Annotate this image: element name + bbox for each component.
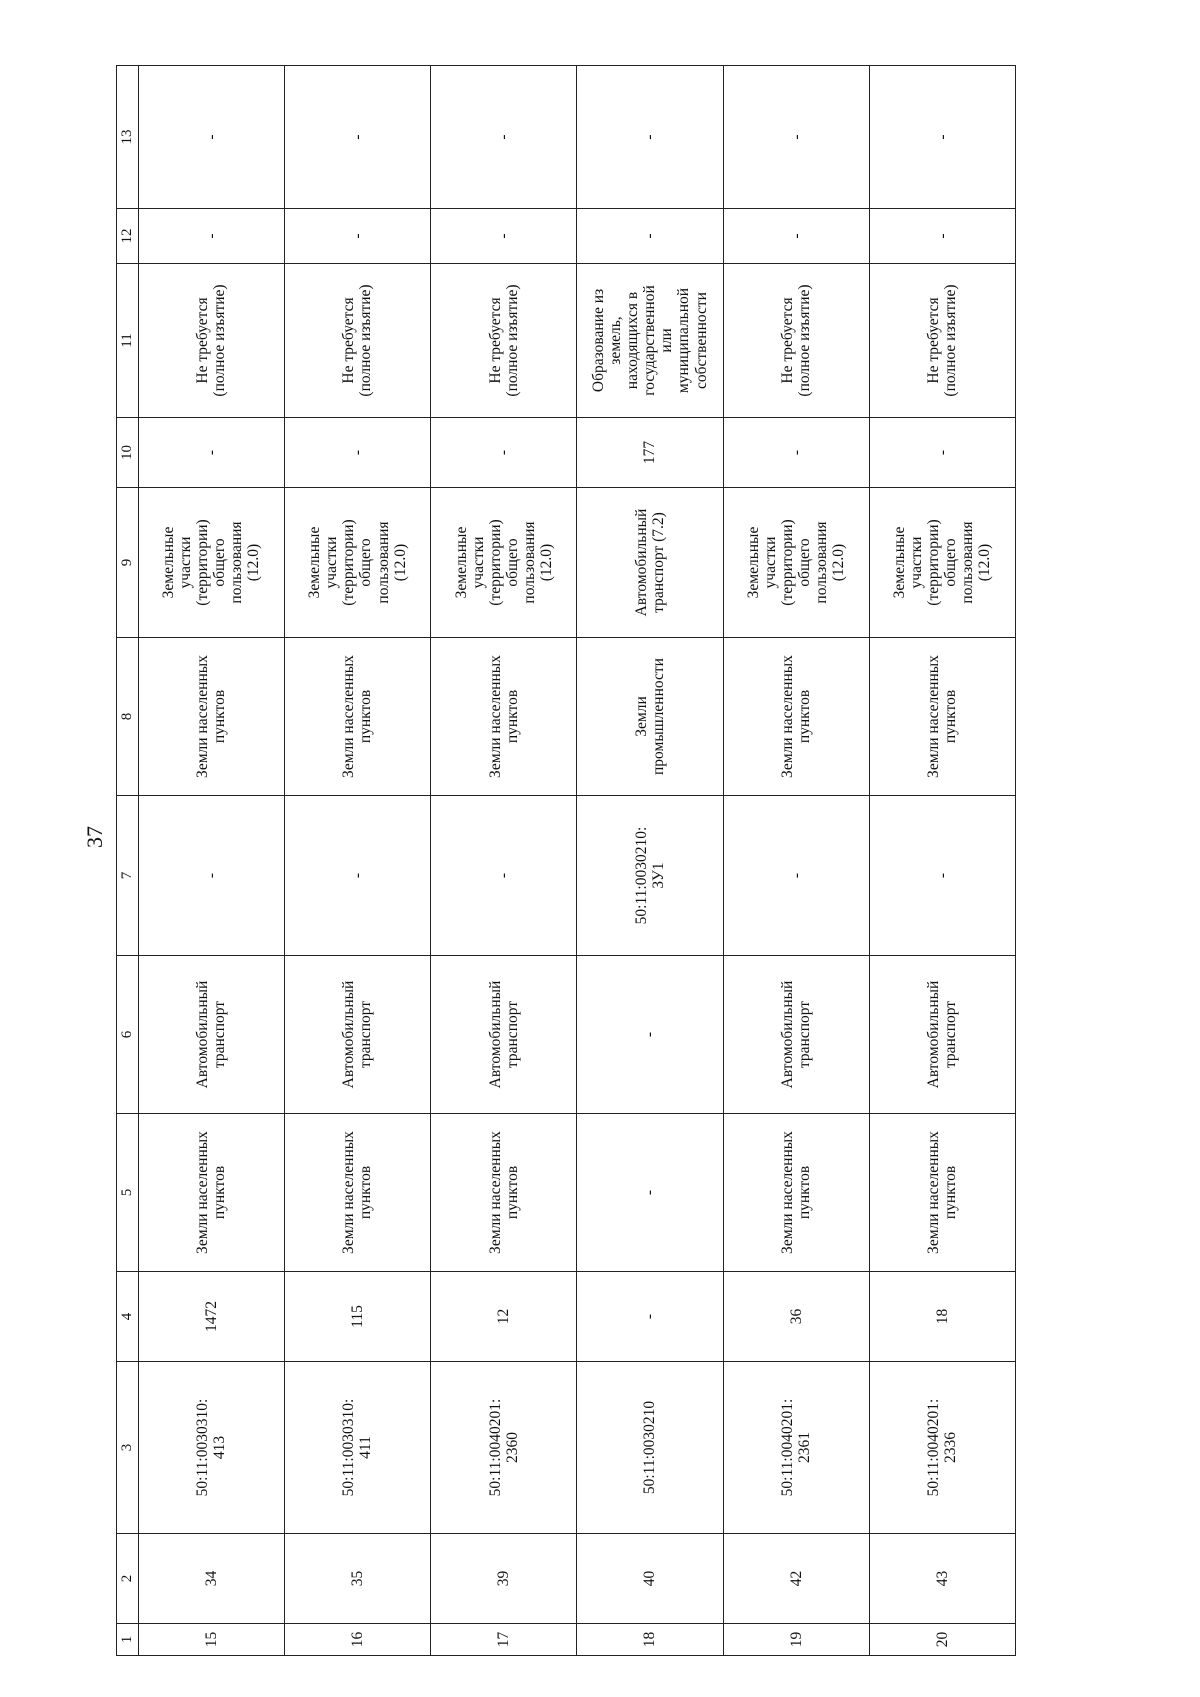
new-land-category-cell — [431, 638, 577, 796]
column-number-row — [117, 66, 139, 1656]
cadastral-number: 50:11:0030310: 411 — [340, 1398, 375, 1497]
new-permitted-use: Земельные участки (территории) общего пользования (12.0) — [744, 519, 848, 606]
new-permitted-use-cell — [723, 488, 869, 638]
column-12-value-cell — [869, 209, 1015, 264]
formation-method-cell — [284, 264, 430, 418]
formation-method-cell — [723, 264, 869, 418]
land-category: - — [641, 1189, 659, 1196]
column-number: 13 — [117, 66, 139, 209]
column-number: 6 — [117, 956, 139, 1114]
formation-method-cell — [138, 264, 284, 418]
new-plot-number-cell — [138, 796, 284, 956]
land-category: Земли населенных пунктов — [194, 1131, 229, 1254]
permitted-use-cell — [577, 956, 723, 1114]
row-number: 16 — [348, 1631, 366, 1648]
new-plot-number-cell — [284, 796, 430, 956]
row-number-cell — [723, 1624, 869, 1656]
new-plot-number: - — [202, 872, 220, 879]
column-13-value-cell — [431, 66, 577, 209]
formation-method: Не требуется (полное изъятие) — [194, 284, 229, 397]
cadastral-number: 50:11:0040201: 2361 — [779, 1398, 814, 1497]
table-row — [284, 66, 430, 1656]
plot-number: 42 — [787, 1570, 805, 1587]
land-category: Земли населенных пунктов — [340, 1131, 375, 1254]
column-12-value: - — [495, 233, 513, 239]
permitted-use: Автомобильный транспорт — [925, 980, 960, 1089]
cadastral-number: 50:11:0040201: 2360 — [486, 1398, 521, 1497]
land-category-cell — [431, 1114, 577, 1272]
new-area-cell — [869, 418, 1015, 488]
cadastral-number-cell — [138, 1362, 284, 1534]
new-permitted-use: Земельные участки (территории) общего пользования (12.0) — [452, 519, 555, 606]
column-number: 10 — [117, 418, 139, 488]
permitted-use: Автомобильный транспорт — [194, 980, 229, 1089]
row-number: 17 — [495, 1631, 513, 1648]
column-12-value: - — [641, 233, 659, 239]
new-plot-number: - — [787, 872, 805, 879]
cadastral-number-cell — [284, 1362, 430, 1534]
area: 18 — [933, 1308, 951, 1325]
plot-number-cell — [723, 1534, 869, 1624]
new-land-category-cell — [284, 638, 430, 796]
area-cell — [138, 1272, 284, 1362]
area-cell — [431, 1272, 577, 1362]
area-cell — [723, 1272, 869, 1362]
new-plot-number: - — [933, 872, 951, 879]
permitted-use: - — [641, 1031, 659, 1038]
column-13-value-cell — [577, 66, 723, 209]
new-plot-number-cell — [869, 796, 1015, 956]
row-number-cell — [431, 1624, 577, 1656]
plot-number: 39 — [495, 1570, 513, 1587]
area: 12 — [495, 1308, 513, 1325]
cadastral-number-cell — [431, 1362, 577, 1534]
formation-method: Не требуется (полное изъятие) — [486, 284, 521, 397]
area: - — [641, 1313, 659, 1320]
row-number-cell — [138, 1624, 284, 1656]
table-row — [431, 66, 577, 1656]
new-land-category: Земли населенных пунктов — [340, 655, 375, 778]
area-cell — [284, 1272, 430, 1362]
new-plot-number-cell — [431, 796, 577, 956]
new-permitted-use-cell — [138, 488, 284, 638]
new-permitted-use-cell — [284, 488, 430, 638]
column-12-value: - — [933, 233, 951, 239]
new-plot-number: - — [495, 872, 513, 879]
land-category-cell — [284, 1114, 430, 1272]
column-number: 9 — [117, 488, 139, 638]
new-plot-number-cell — [577, 796, 723, 956]
cadastral-number: 50:11:0030210 — [641, 1400, 659, 1495]
plot-number: 35 — [348, 1570, 366, 1587]
formation-method: Не требуется (полное изъятие) — [779, 284, 814, 397]
new-land-category: Земли промышленности — [632, 658, 667, 775]
new-land-category-cell — [138, 638, 284, 796]
new-plot-number-cell — [723, 796, 869, 956]
column-number: 8 — [117, 638, 139, 796]
land-category: Земли населенных пунктов — [779, 1131, 814, 1254]
new-plot-number: 50:11:0030210: ЗУ1 — [632, 826, 667, 925]
new-land-category-cell — [577, 638, 723, 796]
formation-method-cell — [431, 264, 577, 418]
row-number-cell — [284, 1624, 430, 1656]
row-number-cell — [577, 1624, 723, 1656]
column-number: 5 — [117, 1114, 139, 1272]
plot-number: 43 — [933, 1570, 951, 1587]
formation-method-cell — [577, 264, 723, 418]
area: 36 — [787, 1308, 805, 1325]
column-13-value-cell — [138, 66, 284, 209]
new-land-category: Земли населенных пунктов — [925, 655, 960, 778]
new-land-category: Земли населенных пунктов — [194, 655, 229, 778]
new-area-cell — [284, 418, 430, 488]
new-area-cell — [577, 418, 723, 488]
column-number: 4 — [117, 1272, 139, 1362]
land-category: Земли населенных пунктов — [925, 1131, 960, 1254]
column-13-value: - — [641, 134, 659, 140]
area-cell — [577, 1272, 723, 1362]
formation-method-cell — [869, 264, 1015, 418]
new-permitted-use-cell — [577, 488, 723, 638]
cadastral-number-cell — [869, 1362, 1015, 1534]
column-number: 3 — [117, 1362, 139, 1534]
land-category-cell — [577, 1114, 723, 1272]
land-category: Земли населенных пунктов — [486, 1131, 521, 1254]
land-category-cell — [138, 1114, 284, 1272]
permitted-use-cell — [138, 956, 284, 1114]
new-area: - — [933, 449, 951, 456]
row-number: 20 — [933, 1631, 951, 1648]
column-12-value: - — [348, 233, 366, 239]
new-area: - — [348, 449, 366, 456]
column-12-value-cell — [723, 209, 869, 264]
permitted-use-cell — [284, 956, 430, 1114]
plot-number-cell — [138, 1534, 284, 1624]
new-permitted-use: Автомобильный транспорт (7.2) — [632, 508, 667, 617]
column-12-value-cell — [138, 209, 284, 264]
new-area: 177 — [641, 440, 659, 465]
permitted-use: Автомобильный транспорт — [486, 980, 521, 1089]
cadastral-number-cell — [577, 1362, 723, 1534]
new-permitted-use: Земельные участки (территории) общего пользования (12.0) — [306, 519, 409, 606]
plot-number-cell — [431, 1534, 577, 1624]
cadastral-number: 50:11:0040201: 2336 — [925, 1398, 960, 1497]
column-12-value-cell — [431, 209, 577, 264]
new-area: - — [495, 449, 513, 456]
column-12-value-cell — [577, 209, 723, 264]
new-area-cell — [723, 418, 869, 488]
column-13-value-cell — [284, 66, 430, 209]
area: 115 — [348, 1305, 366, 1328]
table-container — [116, 66, 1016, 1656]
new-area-cell — [431, 418, 577, 488]
new-permitted-use: Земельные участки (территории) общего пользования (12.0) — [891, 519, 994, 606]
column-12-value: - — [202, 233, 220, 239]
permitted-use-cell — [869, 956, 1015, 1114]
column-number: 1 — [117, 1624, 139, 1656]
column-13-value: - — [348, 134, 366, 140]
row-number-cell — [869, 1624, 1015, 1656]
plot-number-cell — [577, 1534, 723, 1624]
new-permitted-use-cell — [431, 488, 577, 638]
area: 1472 — [202, 1301, 220, 1332]
new-permitted-use-cell — [869, 488, 1015, 638]
permitted-use: Автомобильный транспорт — [340, 980, 375, 1089]
plot-number-cell — [284, 1534, 430, 1624]
table-row — [723, 66, 869, 1656]
column-number: 12 — [117, 209, 139, 264]
new-permitted-use: Земельные участки (территории) общего пользования (12.0) — [160, 519, 263, 606]
land-plots-table — [116, 65, 1016, 1656]
permitted-use-cell — [723, 956, 869, 1114]
formation-method: Не требуется (полное изъятие) — [925, 284, 960, 397]
column-12-value: - — [787, 233, 805, 239]
formation-method: Образование из земель, находящихся в государственной или муниципальной собственности — [590, 285, 710, 396]
new-land-category: Земли населенных пунктов — [779, 655, 814, 778]
new-area: - — [787, 449, 805, 456]
land-category-cell — [723, 1114, 869, 1272]
new-land-category-cell — [869, 638, 1015, 796]
column-number: 2 — [117, 1534, 139, 1624]
page-number: 37 — [82, 826, 107, 848]
row-number: 15 — [202, 1631, 220, 1648]
column-number: 11 — [117, 264, 139, 418]
plot-number: 34 — [202, 1570, 220, 1587]
permitted-use-cell — [431, 956, 577, 1114]
plot-number: 40 — [641, 1570, 659, 1587]
column-13-value-cell — [723, 66, 869, 209]
column-13-value: - — [495, 134, 513, 140]
column-13-value-cell — [869, 66, 1015, 209]
column-13-value: - — [933, 134, 951, 140]
new-area-cell — [138, 418, 284, 488]
row-number: 18 — [641, 1631, 659, 1648]
column-12-value-cell — [284, 209, 430, 264]
new-area: - — [202, 449, 220, 456]
column-13-value: - — [787, 134, 805, 140]
cadastral-number: 50:11:0030310: 413 — [194, 1398, 229, 1497]
cadastral-number-cell — [723, 1362, 869, 1534]
table-row — [138, 66, 284, 1656]
formation-method: Не требуется (полное изъятие) — [340, 284, 375, 397]
table-row — [577, 66, 723, 1656]
column-number: 7 — [117, 796, 139, 956]
new-plot-number: - — [348, 872, 366, 879]
row-number: 19 — [787, 1631, 805, 1648]
permitted-use: Автомобильный транспорт — [779, 980, 814, 1089]
area-cell — [869, 1272, 1015, 1362]
new-land-category: Земли населенных пунктов — [486, 655, 521, 778]
plot-number-cell — [869, 1534, 1015, 1624]
land-category-cell — [869, 1114, 1015, 1272]
table-row — [869, 66, 1015, 1656]
new-land-category-cell — [723, 638, 869, 796]
column-13-value: - — [202, 134, 220, 140]
